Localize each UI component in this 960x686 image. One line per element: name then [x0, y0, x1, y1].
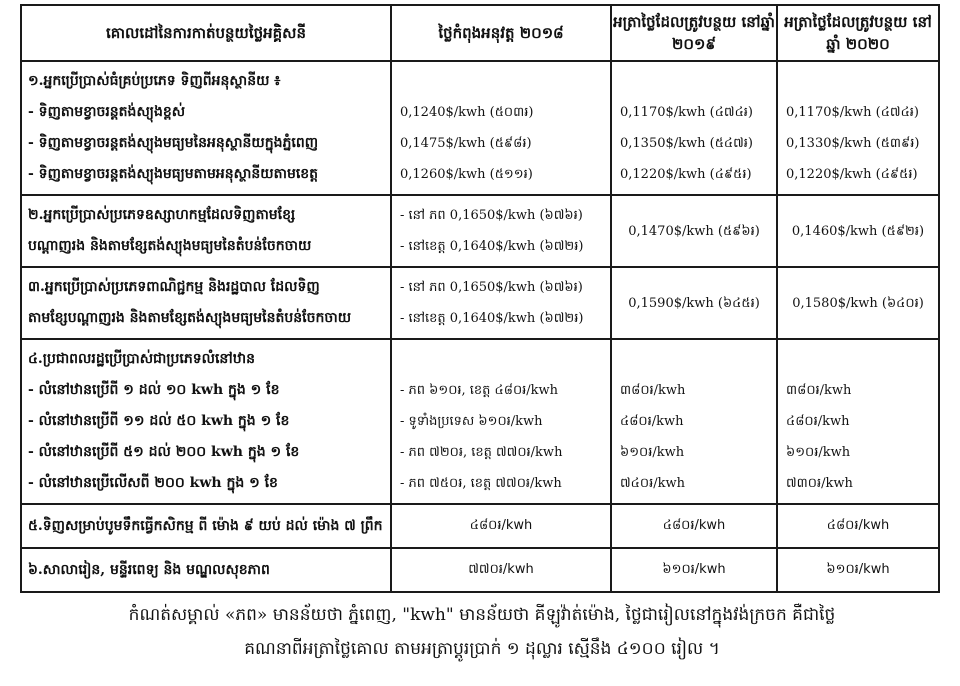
table-row: [21, 339, 939, 504]
row-sub-label: - ទិញតាមខ្វាចរន្តតង់ស្យុងខ្ពស់: [28, 104, 186, 120]
rate-value: ៤៨០៛/kwh: [826, 518, 890, 533]
rate-2019-cell: [611, 195, 777, 267]
rate-value: 0,1330$/kwh (៥៣៩៛): [786, 136, 920, 151]
row-sub-label: - លំនៅឋានប្រើពី ១ ដល់ ១០ kwh ក្នុង ១ ខែ: [28, 382, 280, 398]
row-category-label: ៣.អ្នកប្រើប្រាស់ប្រភេទពាណិជ្ជកម្ម និងរដ្ឋបាល ដែលទិញ: [28, 279, 320, 295]
table-row: [21, 195, 939, 267]
rate-2020-cell: [777, 267, 939, 339]
rate-value: 0,1170$/kwh (៤៧៤៛): [786, 105, 919, 120]
rate-value: - ភព ៧២០៛, ខេត្ត ៧៧០៛/kwh: [400, 445, 563, 460]
row-label-cell: [21, 195, 391, 267]
row-category-label: ១.អ្នកប្រើប្រាស់ធំគ្រប់ប្រភេទ ទិញពីអនុស្ថានីយ ៖: [28, 73, 281, 89]
header-rate-2019: អត្រាថ្លៃដែលត្រូវបន្ថយ នៅឆ្នាំ ២០១៩: [611, 5, 777, 61]
rate-value: 0,1580$/kwh (៦៤០៛): [792, 295, 924, 311]
header-rate-2020: អត្រាថ្លៃដែលត្រូវបន្ថយ នៅឆ្នាំ ២០២០: [777, 5, 939, 61]
rate-value: ៧៣០៛/kwh: [786, 476, 853, 491]
rate-value: 0,1475$/kwh (៥៩៨៛): [400, 136, 532, 151]
header-target: គោលដៅនៃការកាត់បន្ថយថ្លៃអគ្គិសនី: [21, 5, 391, 61]
rate-2020-cell: [777, 504, 939, 548]
header-current-2018: ថ្លៃកំពុងអនុវត្ត ២០១៨: [391, 5, 611, 61]
rate-value: 0,1470$/kwh (៥៩៦៛): [628, 223, 760, 239]
rate-value: 0,1220$/kwh (៤៩៥៛): [620, 167, 752, 182]
rate-2019-cell: [611, 504, 777, 548]
rate-value: 0,1240$/kwh (៥០៣៛): [400, 105, 534, 120]
footnote-line: គណនាពីអត្រាថ្លៃគោល តាមអត្រាប្តូរប្រាក់ ១ ដុល្លារ ស្មើនឹង ៤១០០ រៀល ។: [244, 639, 720, 659]
row-sub-label: តាមខ្សែបណ្តាញរង និងតាមខ្សែតង់ស្យុងមធ្យមនៃតំបន់ចែកចាយ: [28, 310, 352, 326]
rate-value: 0,1460$/kwh (៥៩២៛): [791, 223, 925, 239]
rate-value: [618, 344, 770, 375]
rate-2018-cell: [391, 339, 611, 504]
rate-2018-cell: [391, 504, 611, 548]
rate-2019-cell: [611, 339, 777, 504]
rate-value: - ភព ៧៥០៛, ខេត្ត ៧៧០៛/kwh: [400, 476, 562, 491]
row-label-cell: [21, 61, 391, 195]
row-label-cell: [21, 267, 391, 339]
rate-value: [398, 344, 604, 375]
rate-value: ៤៨០៛/kwh: [662, 518, 726, 533]
rate-value: - នៅ ភព 0,1650$/kwh (៦៧៦៛): [400, 208, 583, 223]
rate-value: ៦១០៛/kwh: [620, 445, 685, 460]
rate-value: - នៅខេត្ត 0,1640$/kwh (៦៧២៛): [400, 311, 584, 326]
rate-value: [618, 66, 770, 97]
rate-value: ៤៨០៛/kwh: [786, 414, 850, 429]
row-sub-label: បណ្តាញរង និងតាមខ្សែតង់ស្យុងមធ្យមនៃតំបន់ចែកចាយ: [28, 238, 312, 254]
rate-value: ៤៨០៛/kwh: [469, 518, 533, 533]
rate-2018-cell: [391, 548, 611, 592]
row-category-label: ២.អ្នកប្រើប្រាស់ប្រភេទឧស្សាហកម្មដែលទិញតាមខ្សែ: [28, 207, 296, 223]
rate-value: - ទូទាំងប្រទេស ៦១០៛/kwh: [400, 414, 543, 429]
rate-value: ៣៨០៛/kwh: [620, 383, 686, 398]
row-label-cell: [21, 504, 391, 548]
rate-2018-cell: [391, 267, 611, 339]
row-sub-label: - លំនៅឋានប្រើពី ៥១ ដល់ ២០០ kwh ក្នុង ១ ខែ: [28, 444, 300, 460]
rate-value: [784, 66, 932, 97]
tariff-table: [20, 4, 940, 593]
rate-value: ៤៨០៛/kwh: [620, 414, 684, 429]
rate-2019-cell: [611, 548, 777, 592]
rate-2018-cell: [391, 195, 611, 267]
rate-value: ៦១០៛/kwh: [826, 562, 890, 577]
row-category-label: ៦.សាលារៀន, មន្ទីរពេទ្យ និង មណ្ឌលសុខភាព: [28, 562, 270, 578]
row-sub-label: - លំនៅឋានប្រើលើសពី ២០០ kwh ក្នុង ១ ខែ: [28, 475, 278, 491]
rate-value: [784, 344, 932, 375]
rate-2020-cell: [777, 339, 939, 504]
rate-2018-cell: [391, 61, 611, 195]
table-row: [21, 548, 939, 592]
table-row: [21, 504, 939, 548]
rate-value: 0,1170$/kwh (៤៧៤៛): [620, 105, 753, 120]
rate-value: ៧៧០៛/kwh: [468, 562, 534, 577]
row-category-label: ៤.ប្រជាពលរដ្ឋប្រើប្រាស់ជាប្រភេទលំនៅឋាន: [28, 351, 255, 367]
rate-value: ៦១០៛/kwh: [662, 562, 726, 577]
rate-2020-cell: [777, 195, 939, 267]
rate-value: ៧៤០៛/kwh: [620, 476, 685, 491]
table-header-row: [21, 5, 939, 61]
row-label-cell: [21, 339, 391, 504]
rate-value: 0,1590$/kwh (៦៤៥៛): [628, 295, 760, 311]
table-row: [21, 61, 939, 195]
rate-value: - នៅខេត្ត 0,1640$/kwh (៦៧២៛): [400, 239, 584, 254]
rate-2019-cell: [611, 267, 777, 339]
rate-value: [398, 66, 604, 97]
table-body: [21, 61, 939, 592]
footnote-line: កំណត់សម្គាល់ «ភព» មានន័យថា ភ្នំពេញ, "kwh" មានន័យថា គីឡូវ៉ាត់ម៉ោង, ថ្លៃជារៀលនៅក្នុងវង់ក្រចក គឺជាថ្លៃ: [128, 605, 836, 625]
rate-value: 0,1260$/kwh (៥១១៛): [400, 167, 533, 182]
rate-value: - ភព ៦១០៛, ខេត្ត ៤៨០៛/kwh: [400, 383, 559, 398]
row-sub-label: - ទិញតាមខ្វាចរន្តតង់ស្យុងមធ្យមតាមអនុស្ថានីយតាមខេត្ត: [28, 166, 319, 182]
rate-value: 0,1220$/kwh (៤៩៥៛): [786, 167, 918, 182]
rate-value: - នៅ ភព 0,1650$/kwh (៦៧៦៛): [400, 280, 583, 295]
rate-value: ៦១០៛/kwh: [786, 445, 851, 460]
rate-2020-cell: [777, 548, 939, 592]
row-label-cell: [21, 548, 391, 592]
rate-value: 0,1350$/kwh (៥៤៧៛): [620, 136, 753, 151]
row-sub-label: - លំនៅឋានប្រើពី ១១ ដល់ ៥០ kwh ក្នុង ១ ខែ: [28, 413, 290, 429]
rate-2019-cell: [611, 61, 777, 195]
rate-2020-cell: [777, 61, 939, 195]
footnote: [14, 598, 950, 666]
row-sub-label: - ទិញតាមខ្វាចរន្តតង់ស្យុងមធ្យមនៃអនុស្ថានីយក្នុងភ្នំពេញ: [28, 135, 319, 151]
row-category-label: ៥.ទិញសម្រាប់បូមទឹកធ្វើកសិកម្ម ពី ម៉ោង ៩ យប់ ដល់ ម៉ោង ៧ ព្រឹក: [28, 518, 383, 534]
table-row: [21, 267, 939, 339]
rate-value: ៣៨០៛/kwh: [786, 383, 852, 398]
